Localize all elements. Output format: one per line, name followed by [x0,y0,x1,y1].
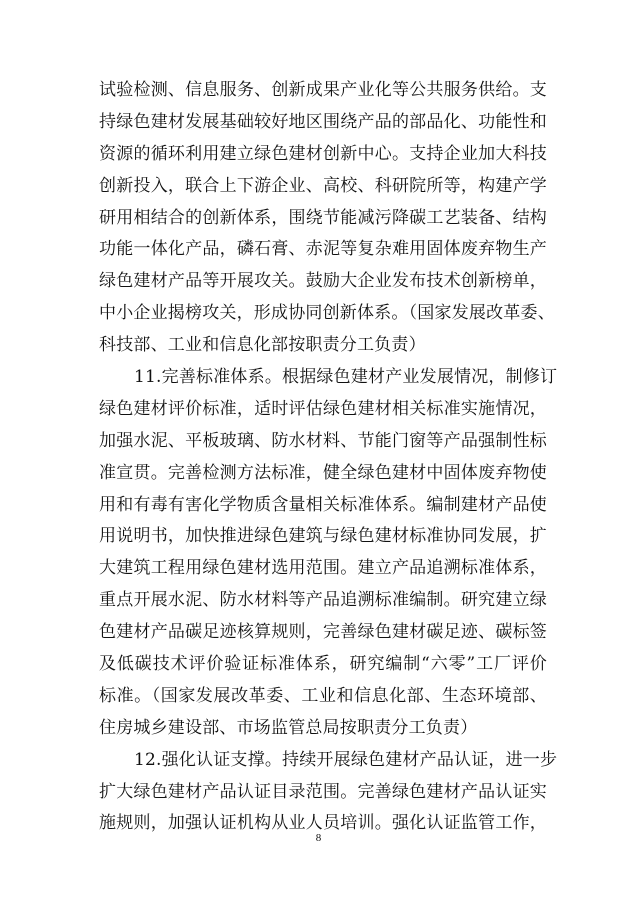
body-text [99,75,558,840]
text-line: 标准。（国家发展改革委、工业和信息化部、生态环境部、 [99,685,547,706]
text-line: 准宣贯。完善检测方法标准，健全绿色建材中固体废弃物使 [99,462,547,483]
text-line: 持绿色建材发展基础较好地区围绕产品的部品化、功能性和 [99,111,547,132]
text-line: 扩大绿色建材产品认证目录范围。完善绿色建材产品认证实 [99,781,547,802]
text-line: 住房城乡建设部、市场监管总局按职责分工负责） [99,717,478,738]
text-line: 中小企业揭榜攻关，形成协同创新体系。（国家发展改革委、 [99,303,555,324]
text-line: 用和有毒有害化学物质含量相关标准体系。编制建材产品使 [99,494,547,515]
text-line: 重点开展水泥、防水材料等产品追溯标准编制。研究建立绿 [99,590,547,611]
paragraph-12-first-line: 12.强化认证支撑。持续开展绿色建材产品认证，进一步 [134,749,558,770]
text-line: 科技部、工业和信息化部按职责分工负责） [99,335,426,356]
text-line: 色建材产品碳足迹核算规则，完善绿色建材碳足迹、碳标签 [99,622,547,643]
text-line: 资源的循环利用建立绿色建材创新中心。支持企业加大科技 [99,143,547,164]
text-line: 施规则，加强认证机构从业人员培训。强化认证监管工作， [99,813,547,834]
paragraph-11-first-line: 11.完善标准体系。根据绿色建材产业发展情况，制修订 [134,367,558,388]
text-line: 创新投入，联合上下游企业、高校、科研院所等，构建产学 [99,175,547,196]
text-line: 加强水泥、平板玻璃、防水材料、节能门窗等产品强制性标 [99,430,547,451]
text-line: 用说明书，加快推进绿色建筑与绿色建材标准协同发展，扩 [99,526,547,547]
text-line: 功能一体化产品，磷石膏、赤泥等复杂难用固体废弃物生产 [99,239,547,260]
text-line: 及低碳技术评价验证标准体系，研究编制“六零”工厂评价 [99,654,547,675]
text-line: 研用相结合的创新体系，围绕节能减污降碳工艺装备、结构 [99,207,547,228]
page-number: 8 [315,832,322,844]
text-line: 绿色建材产品等开展攻关。鼓励大企业发布技术创新榜单， [99,271,547,292]
text-line: 大建筑工程用绿色建材选用范围。建立产品追溯标准体系， [99,558,547,579]
text-line: 试验检测、信息服务、创新成果产业化等公共服务供给。支 [99,80,547,100]
text-line: 绿色建材评价标准，适时评估绿色建材相关标准实施情况， [99,398,547,419]
